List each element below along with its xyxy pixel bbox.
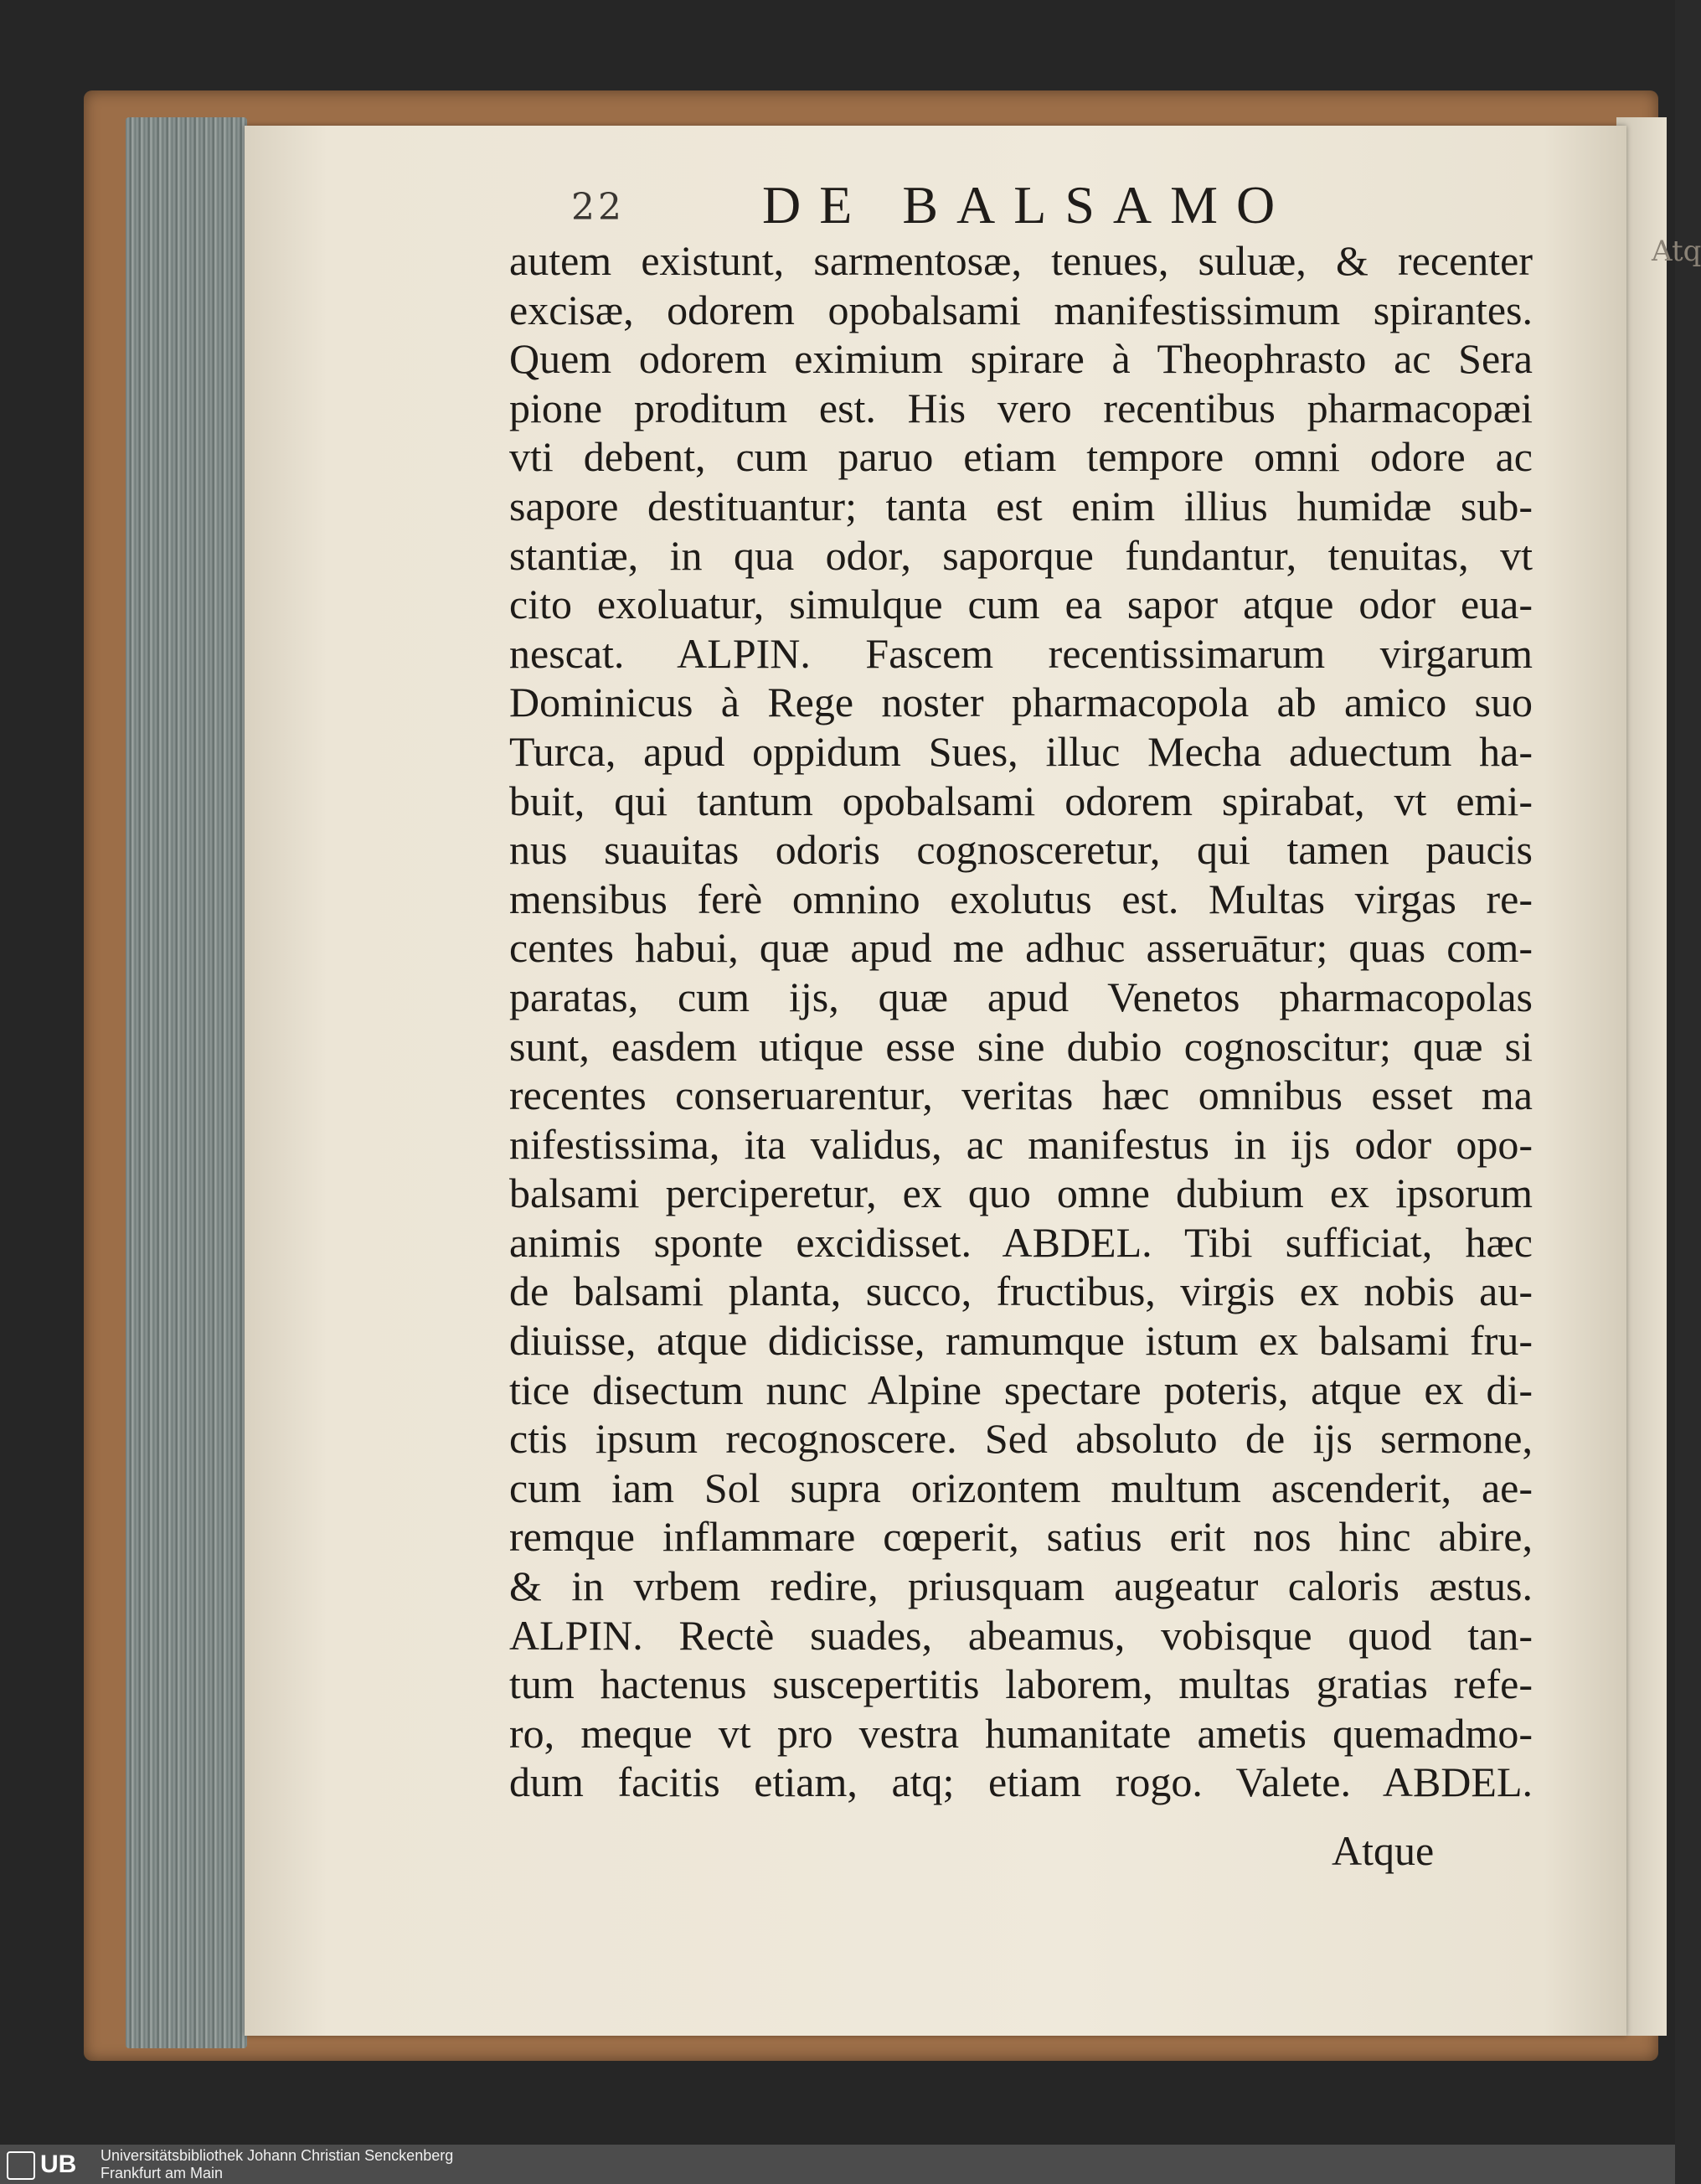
running-head: DE BALSAMO <box>762 175 1294 235</box>
library-location: Frankfurt am Main <box>101 2165 224 2181</box>
text-line: ALPIN. Rectè suades, abeamus, vobisque quod tan- <box>509 1611 1533 1659</box>
text-line: ctis ipsum recognoscere. Sed absoluto de ijs sermone, <box>509 1415 1533 1463</box>
text-line: excisæ, odorem opobalsami manifestissimum spirantes. <box>509 286 1533 333</box>
text-line: cito exoluatur, simulque cum ea sapor atque odor eua- <box>509 581 1533 628</box>
catchword: Atque <box>1332 1827 1435 1874</box>
text-line: mensibus ferè omnino exolutus est. Multas virgas re- <box>509 875 1533 922</box>
text-line: recentes conseruarentur, veritas hæc omnibus esset ma <box>509 1071 1533 1119</box>
text-line: nifestissima, ita validus, ac manifestus in ijs odor opo- <box>509 1120 1533 1168</box>
logo-text: UB <box>40 2150 77 2178</box>
text-line: pione proditum est. His vero recentibus pharmacopæi <box>509 384 1533 431</box>
footer-bar <box>0 2145 1675 2184</box>
text-line: nescat. ALPIN. Fascem recentissimarum virgarum <box>509 629 1533 677</box>
page-number: 22 <box>571 186 625 229</box>
library-name: Universitätsbibliothek Johann Christian Senckenberg <box>101 2147 454 2164</box>
text-line: ro, meque vt pro vestra humanitate ametis quemadmo- <box>509 1709 1533 1757</box>
text-line: animis sponte excidisset. ABDEL. Tibi sufficiat, hæc <box>509 1218 1533 1266</box>
text-line: sapore destituantur; tanta est enim illius humidæ sub- <box>509 482 1533 529</box>
text-line: balsami perciperetur, ex quo omne dubium ex ipsorum <box>509 1169 1533 1217</box>
page-edges <box>126 117 247 2048</box>
text-line: tice disectum nunc Alpine spectare poteris, atque ex di- <box>509 1366 1533 1413</box>
text-line: & in vrbem redire, priusquam augeatur caloris æstus. <box>509 1562 1533 1610</box>
ub-logo-icon <box>7 2151 35 2180</box>
facing-page-fragment: Atq <box>1652 235 1701 268</box>
text-line: cum iam Sol supra orizontem multum ascenderit, ae- <box>509 1464 1533 1511</box>
page-body-text <box>509 236 1533 1807</box>
text-line: de balsami planta, succo, fructibus, virgis ex nobis au- <box>509 1268 1533 1315</box>
text-line: autem existunt, sarmentosæ, tenues, suluæ, & recenter <box>509 237 1533 284</box>
text-line: sunt, easdem utique esse sine dubio cognoscitur; quæ si <box>509 1022 1533 1070</box>
library-logo[interactable] <box>7 2150 90 2179</box>
text-line: stantiæ, in qua odor, saporque fundantur, tenuitas, vt <box>509 531 1533 579</box>
text-line: diuisse, atque didicisse, ramumque istum ex balsami fru- <box>509 1317 1533 1365</box>
text-line: Quem odorem eximium spirare à Theophrasto ac Sera <box>509 335 1533 383</box>
text-line: tum hactenus suscepertitis laborem, multas gratias refe- <box>509 1660 1533 1708</box>
text-line: vti debent, cum paruo etiam tempore omni odore ac <box>509 433 1533 481</box>
text-line: nus suauitas odoris cognosceretur, qui tamen paucis <box>509 826 1533 874</box>
text-line: dum facitis etiam, atq; etiam rogo. Valete. ABDEL. <box>509 1758 1533 1806</box>
text-line: paratas, cum ijs, quæ apud Venetos pharmacopolas <box>509 973 1533 1020</box>
text-line: remque inflammare cœperit, satius erit nos hinc abire, <box>509 1513 1533 1561</box>
text-line: buit, qui tantum opobalsami odorem spirabat, vt emi- <box>509 777 1533 824</box>
text-line: Dominicus à Rege noster pharmacopola ab amico suo <box>509 679 1533 726</box>
text-line: Turca, apud oppidum Sues, illuc Mecha aduectum ha- <box>509 727 1533 775</box>
text-line: centes habui, quæ apud me adhuc asseruātur; quas com- <box>509 924 1533 972</box>
